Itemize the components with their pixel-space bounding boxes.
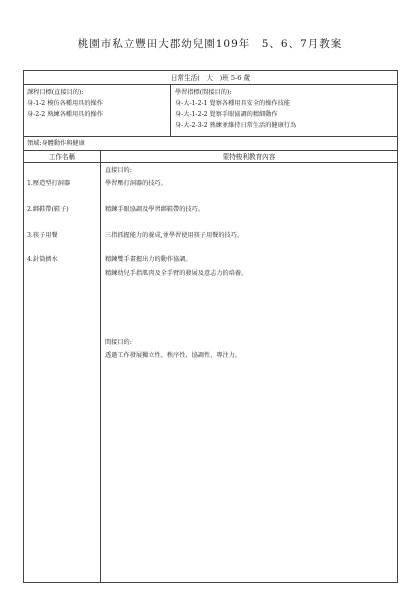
work-name-header: 工作名稱 (24, 151, 101, 162)
direct-purpose-heading: 直接目的: (105, 167, 132, 174)
content-column (101, 163, 397, 582)
lesson-plan-table (23, 70, 398, 583)
document-title: 桃園市私立豐田大郡幼兒園109年 5、6、7月教案 (77, 38, 343, 50)
table-body (24, 163, 397, 582)
domain-row: 領域:身體動作與健康 (24, 137, 397, 151)
learning-indicator-item: 身-大-2-3-2 熟練並維持日常生活的健康行為 (175, 122, 297, 129)
table-header-row (24, 151, 397, 163)
work-content-extra: 精鍊幼兒手指肌肉及全手臂的發展及意志力的培養。 (105, 270, 248, 277)
indirect-purpose-heading: 間接目的: (105, 339, 132, 346)
work-name: 4.針筒擠水 (27, 256, 58, 263)
work-name: 2.綁鞋帶(鞋子) (27, 206, 69, 213)
work-content: 精鍊雙手畫握出力的動作協調。 (105, 256, 192, 263)
goals-row (24, 85, 397, 137)
course-goal-item: 身-1-2 模仿各種用具的操作 (27, 100, 103, 107)
indirect-purpose-text: 透過工作發展獨立性、秩序性、協調性、專注力。 (105, 352, 242, 359)
work-content: 精鍊手眼協調及學習綁鞋帶的技巧。 (105, 206, 204, 213)
work-name: 1.壓造型打洞器 (27, 180, 71, 187)
learning-indicators-heading: 學習指標(間接目的): (175, 89, 232, 96)
learning-indicator-item: 身-大-1-2-2 覺察手眼協調的精細動作 (175, 111, 278, 118)
course-goals-cell (24, 85, 171, 136)
learning-indicators-cell (171, 85, 397, 140)
work-name: 3.筷子用餐 (27, 232, 58, 239)
content-header: 蒙特梭利教育內容 (222, 153, 276, 161)
learning-indicator-item: 身-大-1-2-1 覺察各種用具安全的操作技能 (175, 100, 290, 107)
work-content: 三指抓握能力的養成,並學習使用筷子用餐的技巧。 (105, 232, 244, 239)
course-goals-heading: 課程目標(直接目的): (27, 89, 84, 96)
course-goal-item: 身-2-2 熟練各種用具的操作 (27, 111, 103, 118)
class-row: 日常生活( 大 )班 5-6 歲 (24, 71, 397, 85)
work-name-column (24, 163, 101, 582)
work-content: 學習壓打洞器的技巧。 (105, 180, 167, 187)
